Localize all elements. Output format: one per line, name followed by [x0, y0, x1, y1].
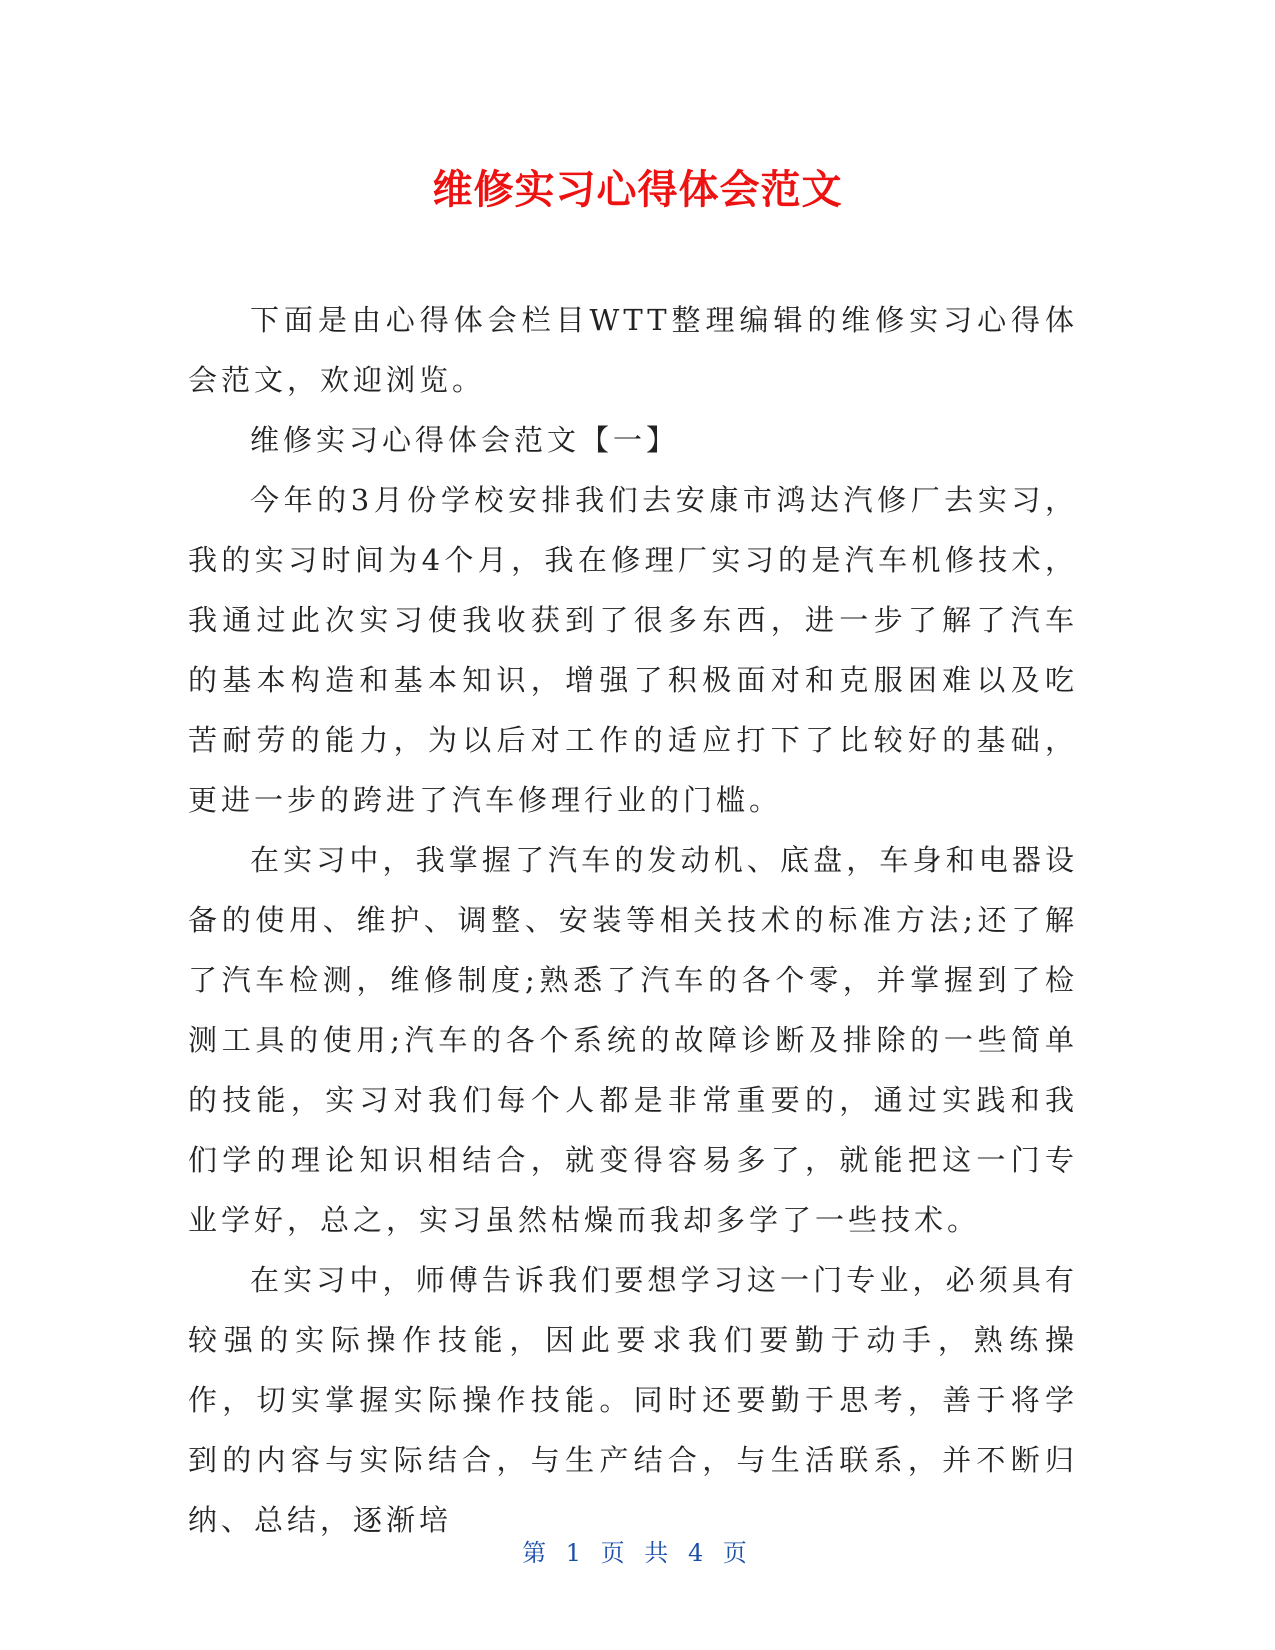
section-heading: 维修实习心得体会范文【一】	[250, 423, 680, 457]
document-title: 维修实习心得体会范文	[432, 167, 843, 213]
body-paragraph-3: 在实习中，师傅告诉我们要想学习这一门专业，必须具有较强的实际操作技能，因此要求我们要勤于动手，熟练操作，切实掌握实际操作技能。同时还要勤于思考，善于将学到的内容与实际结合，与生产结合，与生活联系，并不断归纳、总结，逐渐培	[188, 1263, 1078, 1537]
body-paragraph-2: 在实习中，我掌握了汽车的发动机、底盘，车身和电器设备的使用、维护、调整、安装等相关技术的标准方法;还了解了汽车检测，维修制度;熟悉了汽车的各个零，并掌握到了检测工具的使用;汽车的各个系统的故障诊断及排除的一些简单的技能，实习对我们每个人都是非常重要的，通过实践和我们学的理论知识相结合，就变得容易多了，就能把这一门专业学好，总之，实习虽然枯燥而我却多学了一些技术。	[188, 843, 1078, 1237]
page-number-footer: 第 1 页 共 4 页	[522, 1539, 753, 1567]
intro-paragraph: 下面是由心得体会栏目WTT整理编辑的维修实习心得体会范文，欢迎浏览。	[188, 303, 1078, 397]
body-paragraph-1: 今年的3月份学校安排我们去安康市鸿达汽修厂去实习，我的实习时间为4个月，我在修理厂实习的是汽车机修技术，我通过此次实习使我收获到了很多东西，进一步了解了汽车的基本构造和基本知识，增强了积极面对和克服困难以及吃苦耐劳的能力，为以后对工作的适应打下了比较好的基础，更进一步的跨进了汽车修理行业的门槛。	[188, 483, 1078, 817]
document-body	[188, 290, 1078, 1550]
